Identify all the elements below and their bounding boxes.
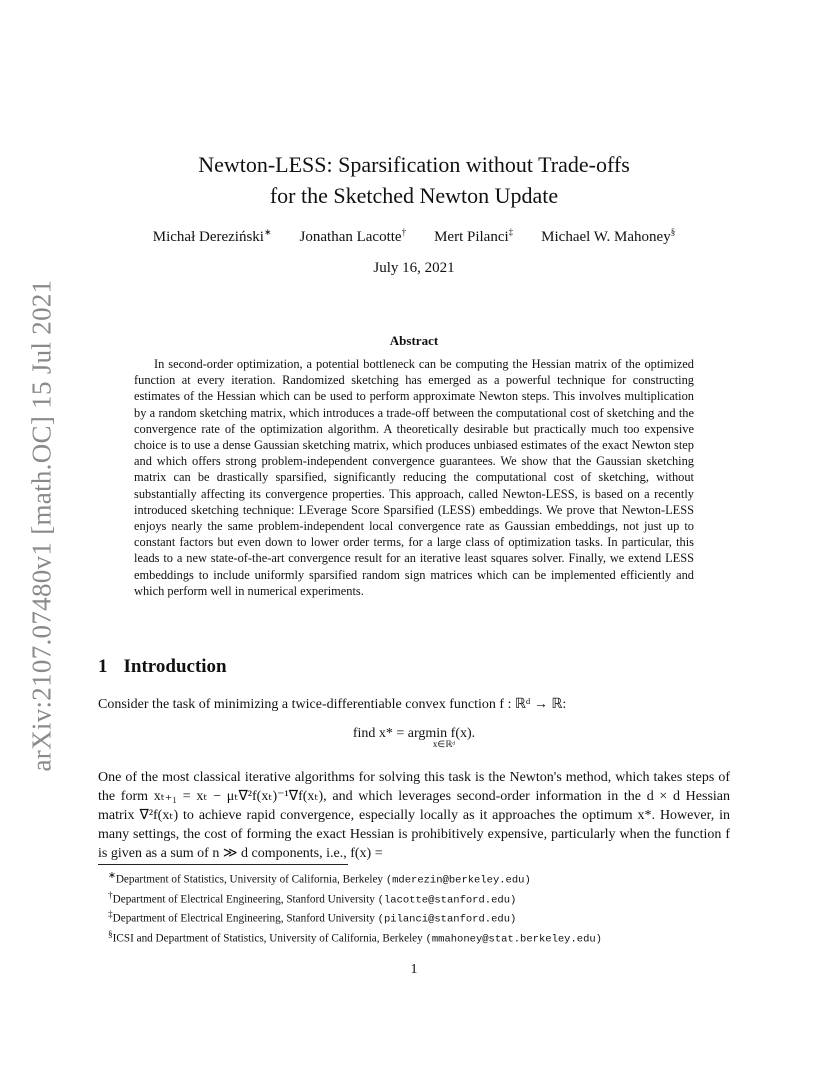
paper-title-line-1: Newton-LESS: Sparsification without Trade-offs [198,152,630,177]
footnote-email: (mmahoney@stat.berkeley.edu) [425,933,602,946]
author-list [0,227,828,246]
footnotes [108,869,748,948]
abstract-text: In second-order optimization, a potential bottleneck can be computing the Hessian matrix of the optimized function at every iteration. Randomized sketching has emerged as a powerful technique for constructing estimates of the Hessian which can be used to perform approximate Newton steps. This involves multiplication by a random sketching matrix, which introduces a trade-off between the computational cost of sketching and the convergence rate of the optimization algorithm. A theoretically desirable but practically much too expensive choice is to use a dense Gaussian sketching matrix, which produces unbiased estimates of the exact Newton step and which offers strong problem-independent convergence guarantees. We show that the Gaussian sketching matrix can be drastically sparsified, significantly reducing the computational cost of sketching, without substantially affecting its convergence properties. This approach, called Newton-LESS, is based on a recently introduced sketching technique: LEverage Score Sparsified (LESS) embeddings. We prove that Newton-LESS enjoys nearly the same problem-independent local convergence rate as Gaussian embeddings, not just up to constant factors but even down to lower order terms, for a large class of optimization tasks. In particular, this leads to a new state-of-the-art convergence result for an iterative least squares solver. Finally, we extend LESS embeddings to include uniformly sparsified random sign matrices which can be implemented efficiently and which perform well in numerical experiments. [134,357,694,598]
paper-title-line-2: for the Sketched Newton Update [269,183,559,208]
footnote-divider [98,864,348,865]
footnote: §ICSI and Department of Statistics, University of California, Berkeley (mmahoney@stat.berkeley.edu) [108,930,602,946]
footnote: ∗Department of Statistics, University of California, Berkeley (mderezin@berkeley.edu) [108,871,531,887]
author: Michał Dereziński∗ [152,227,272,245]
intro-paragraph-2: One of the most classical iterative algorithms for solving this task is the Newton's method, which takes steps of the form xₜ₊₁ = xₜ − μₜ∇²f(xₜ)⁻¹∇f(xₜ), and which leverages second-order information in the d × d Hessian matrix ∇²f(xₜ) to achieve rapid convergence, especially locally as it approaches the optimum x*. However, in many settings, the cost of forming the exact Hessian is prohibitively expensive, particularly when the function f is given as a sum of n ≫ d components, i.e., f(x) = [98,770,730,861]
section-number: 1 [98,656,108,677]
footnote-email: (mderezin@berkeley.edu) [385,874,531,887]
footnote-email: (pilanci@stanford.edu) [377,914,517,927]
footnote: ‡Department of Electrical Engineering, Stanford University (pilanci@stanford.edu) [108,910,517,927]
section-title: Introduction [123,656,227,677]
footnote: †Department of Electrical Engineering, Stanford University (lacotte@stanford.edu) [108,890,517,907]
author: Michael W. Mahoney§ [541,227,676,245]
abstract-heading: Abstract [389,333,439,348]
publication-date: July 16, 2021 [373,260,455,276]
display-equation: find x* = argmin f(x). x∈ℝᵈ [0,726,828,750]
footnote-email: (lacotte@stanford.edu) [377,894,517,907]
author: Mert Pilanci‡ [434,227,514,245]
arxiv-id: arXiv:2107.07480v1 [math.OC] 15 Jul 2021 [26,279,57,771]
intro-paragraph-1: Consider the task of minimizing a twice-differentiable convex function f : ℝᵈ → ℝ: [98,697,567,712]
page-number: 1 [410,962,418,977]
author: Jonathan Lacotte† [299,227,407,245]
equation-subscript: x∈ℝᵈ [432,739,456,749]
section-heading [98,656,227,678]
